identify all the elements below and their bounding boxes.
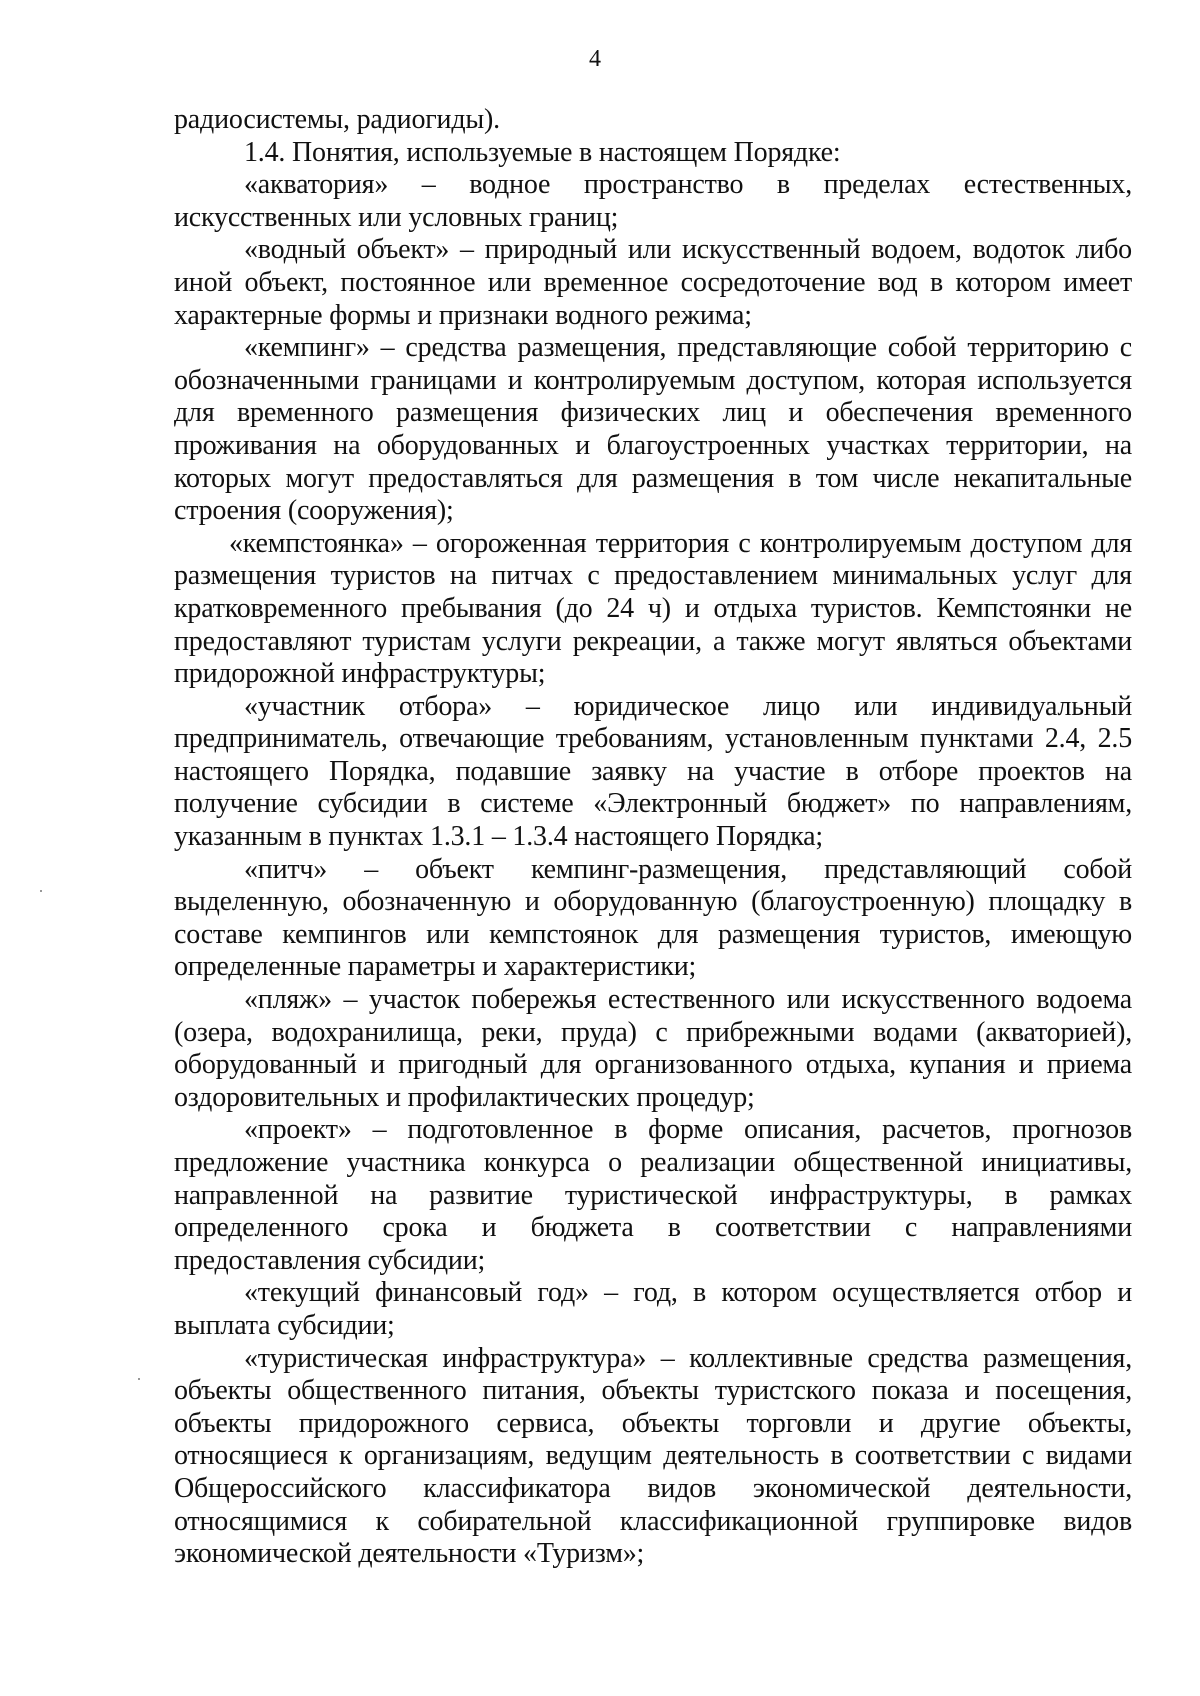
paragraph-definition-pitch: «питч» – объект кемпинг-размещения, представляющий собой выделенную, обозначенную и оборудованную (благоустроенную) площадку в составе кемпингов или кемпстоянок для размещения туристов, имеющую определенные параметры и характеристики;	[174, 853, 1132, 983]
page-number: 4	[589, 46, 601, 72]
paragraph-definition-plyazh: «пляж» – участок побережья естественного или искусственного водоема (озера, водохранилища, реки, пруда) с прибрежными водами (акваторией), оборудованный и пригодный для организованного отдыха, купания и приема оздоровительных и профилактических процедур;	[174, 984, 1132, 1113]
paragraph-definition-kempstoyanka: «кемпстоянка» – огороженная территория с контролируемым доступом для размещения туристов на питчах с предоставлением минимальных услуг для кратковременного пребывания (до 24 ч) и отдыха туристов. Кемпстоянки не предоставляют туристам услуги рекреации, а также могут являться объектами придорожной инфраструктуры;	[174, 527, 1132, 690]
paragraph-definition-turisticheskaya-infrastruktura: «туристическая инфраструктура» – коллективные средства размещения, объекты общественного питания, объекты туристского показа и посещения, объекты придорожного сервиса, объекты торговли и другие объекты, относящиеся к организациям, ведущим деятельность в соответствии с видами Общероссийского классификатора видов экономической деятельности, относящимися к собирательной классификационной группировке видов экономической деятельности «Туризм»;	[174, 1342, 1132, 1570]
paragraph-continuation: радиосистемы, радиогиды).	[174, 104, 500, 135]
document-body	[174, 104, 1132, 1571]
paragraph-definition-akvatoriya: «акватория» – водное пространство в пределах естественных, искусственных или условных границ;	[174, 169, 1132, 233]
scan-speck	[138, 1378, 140, 1380]
paragraph-section-1-4: 1.4. Понятия, используемые в настоящем Порядке:	[244, 136, 841, 168]
paragraph-definition-vodnyi-obekt: «водный объект» – природный или искусственный водоем, водоток либо иной объект, постоянное или временное сосредоточение вод в котором имеет характерные формы и признаки водного режима;	[174, 234, 1132, 331]
scan-speck	[40, 890, 42, 892]
paragraph-definition-kemping: «кемпинг» – средства размещения, представляющие собой территорию с обозначенными границами и контролируемым доступом, которая используется для временного размещения физических лиц и обеспечения временного проживания на оборудованных и благоустроенных участках территории, на которых могут предоставляться для размещения в том числе некапитальные строения (сооружения);	[174, 332, 1132, 527]
paragraph-definition-tekushchii-god: «текущий финансовый год» – год, в котором осуществляется отбор и выплата субсидии;	[174, 1277, 1132, 1341]
paragraph-definition-proekt: «проект» – подготовленное в форме описания, расчетов, прогнозов предложение участника конкурса о реализации общественной инициативы, направленной на развитие туристической инфраструктуры, в рамках определенного срока и бюджета в соответствии с направлениями предоставления субсидии;	[174, 1114, 1132, 1276]
paragraph-definition-uchastnik-otbora: «участник отбора» – юридическое лицо или индивидуальный предприниматель, отвечающие требованиям, установленным пунктами 2.4, 2.5 настоящего Порядка, подавшие заявку на участие в отборе проектов на получение субсидии в системе «Электронный бюджет» по направлениям, указанным в пунктах 1.3.1 – 1.3.4 настоящего Порядка;	[174, 690, 1132, 853]
